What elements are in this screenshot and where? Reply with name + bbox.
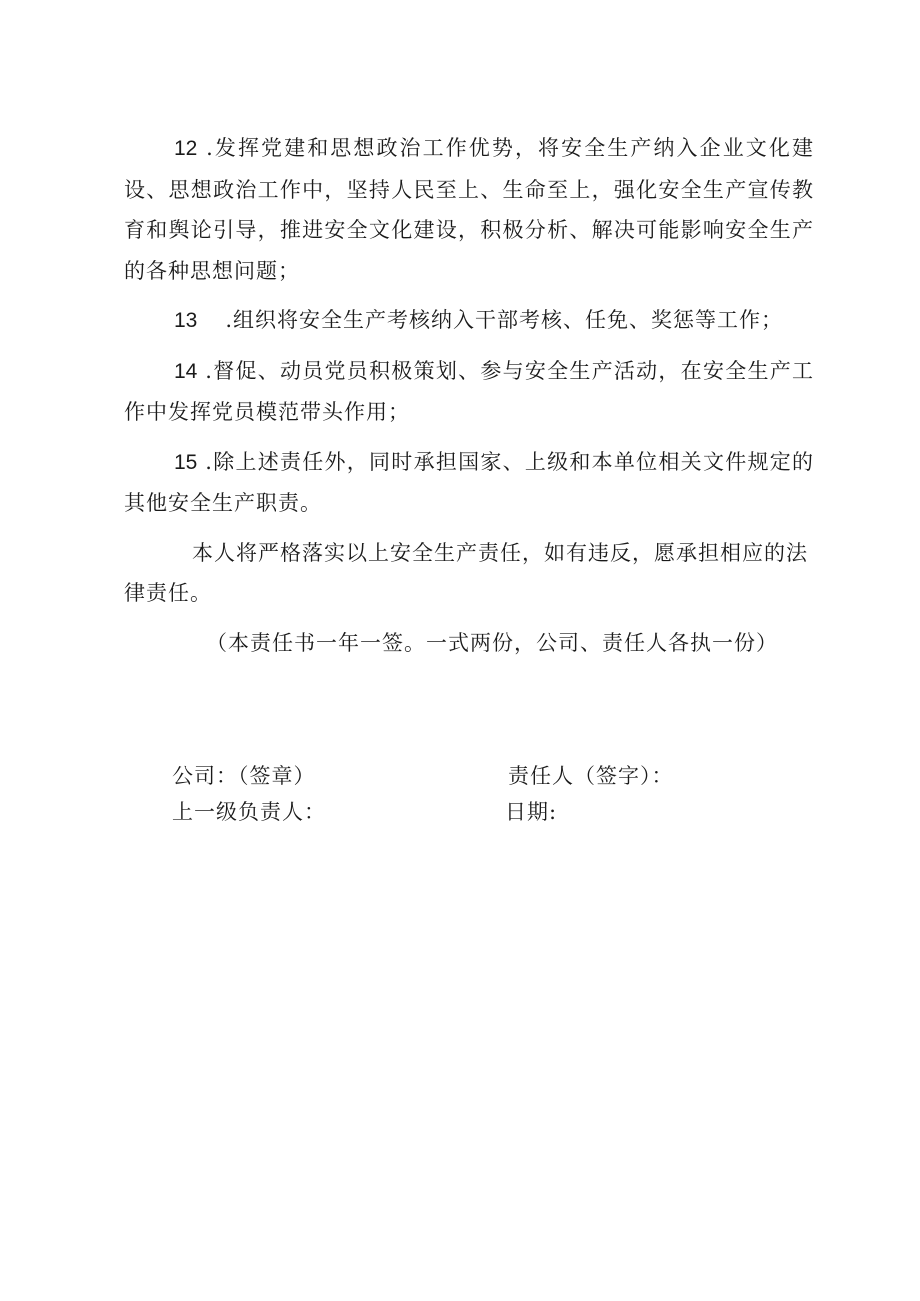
closing-statement: 本人将严格落实以上安全生产责任，如有违反，愿承担相应的法律责任。 xyxy=(124,540,808,605)
responsibility-item-15 xyxy=(124,442,814,524)
item-number: 14 xyxy=(174,359,198,383)
item-text: .督促、动员党员积极策划、参与安全生产活动，在安全生产工作中发挥党员模范带头作用； xyxy=(124,358,814,424)
responsibility-item-13 xyxy=(124,300,814,342)
date-label: 日期: xyxy=(505,800,558,824)
superior-label: 上一级负责人： xyxy=(172,800,326,824)
item-number: 12 xyxy=(174,137,198,160)
item-text: .组织将安全生产考核纳入干部考核、任免、奖惩等工作； xyxy=(225,308,784,332)
responsibility-item-14 xyxy=(124,351,814,433)
company-seal-label: 公司：（签章） xyxy=(172,764,316,788)
item-number: 13 xyxy=(174,309,198,332)
item-text: .除上述责任外，同时承担国家、上级和本单位相关文件规定的其他安全生产职责。 xyxy=(124,449,814,515)
item-text: .发挥党建和思想政治工作优势，将安全生产纳入企业文化建设、思想政治工作中，坚持人民至上、生命至上，强化安全生产宣传教育和舆论引导，推进安全文化建设，积极分析、解决可能影响安全生产的各种思想问题； xyxy=(124,136,814,283)
document-note: （本责任书一年一签。一式两份，公司、责任人各执一份） xyxy=(206,630,778,655)
responsible-person-signature-label: 责任人（签字）： xyxy=(508,764,674,788)
responsibility-item-12 xyxy=(124,128,814,291)
item-number: 15 xyxy=(174,450,198,474)
document-body xyxy=(124,128,814,663)
